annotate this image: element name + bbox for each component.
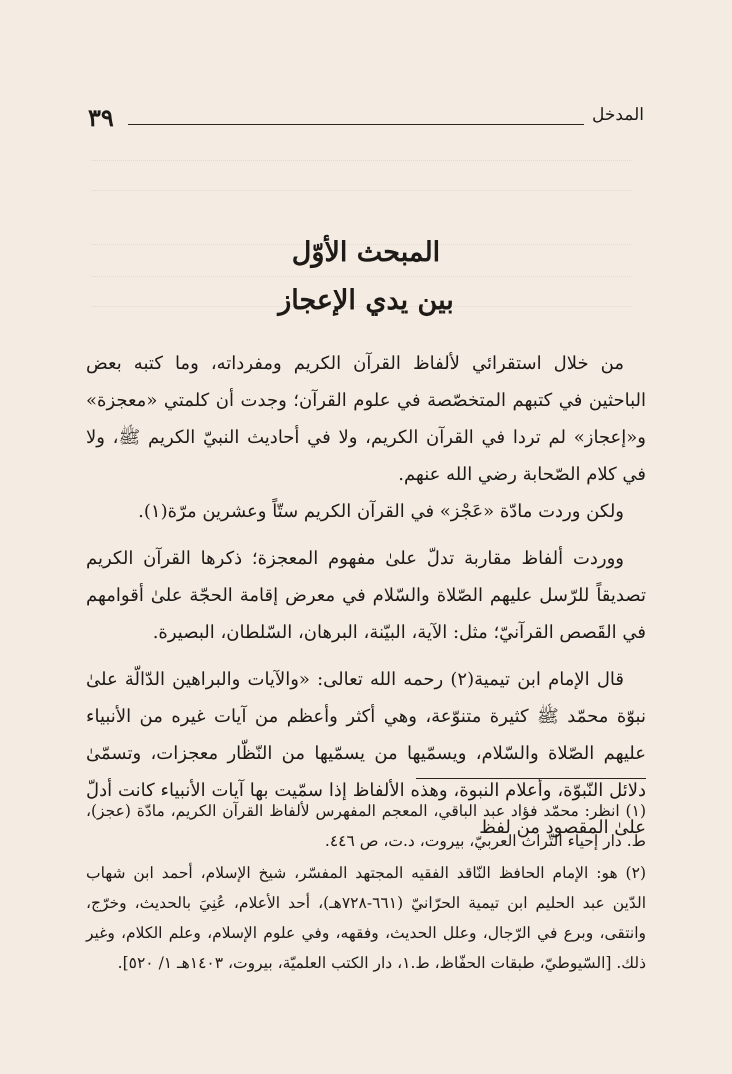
section-subtitle: بين يدي الإعجاز xyxy=(278,285,454,316)
running-title: المدخل xyxy=(591,105,644,125)
footnote: (٢) هو: الإمام الحافظ النّاقد الفقيه المجتهد المفسّر، شيخ الإسلام، أحمد ابن شهاب الدّين عبد الحليم ابن تيمية الحرّانيّ (٦٦١-٧٢٨هـ)، أحد الأعلام، عُنِيَ بالحديث، وخرّج، وانتقى، وبرع في الرّجال، وعلل الحديث، وفقهه، وفي علوم الإسلام، وعلم الكلام، وغير ذلك. [السّيوطيّ، طبقات الحفّاظ، ط.١، دار الكتب العلميّة، بيروت، ١٤٠٣هـ ١/ ٥٢٠]. xyxy=(86,864,647,972)
paragraph: من خلال استقرائي لألفاظ القرآن الكريم ومفرداته، وما كتبه بعض الباحثين في كتبهم المتخصّصة في علوم القرآن؛ وجدت أن كلمتي «معجزة» و«إعجاز» لم تردا في القرآن الكريم، ولا في أحاديث النبيّ الكريم ﷺ، ولا في كلام الصّحابة رضي الله عنهم. xyxy=(86,353,646,485)
bleed-through-line xyxy=(92,160,632,162)
paragraph: قال الإمام ابن تيمية(٢) رحمه الله تعالى: «والآيات والبراهين الدّالّة علىٰ نبوّة محمّد ﷺ كثيرة متنوّعة، وهي أكثر وأعظم من آيات غيره من الأنبياء عليهم الصّلاة والسّلام، ويسمّيها من يسمّيها من النّظّار معجزات، وتسمّىٰ دلائل النّبوّة، وأعلام النبوة، وهذه الألفاظ إذا سمّيت بها آيات الأنبياء كانت أدلّ علىٰ المقصود من لفظ xyxy=(86,669,646,838)
footnotes xyxy=(86,796,646,980)
page-header xyxy=(88,103,644,137)
section-title: المبحث الأوّل xyxy=(291,237,441,268)
page-number: ٣٩ xyxy=(88,103,114,132)
paragraph: ولكن وردت مادّة «عَجْز» في القرآن الكريم ستّاً وعشرين مرّة(١). xyxy=(138,501,624,522)
header-rule xyxy=(128,124,584,125)
footnote-separator xyxy=(416,778,646,779)
paragraph: ووردت ألفاظ مقاربة تدلّ علىٰ مفهوم المعجزة؛ ذكرها القرآن الكريم تصديقاً للرّسل عليهم الصّلاة والسّلام في معرض إقامة الحجّة علىٰ أقوامهم في القَصص القرآنيّ؛ مثل: الآية، البيّنة، البرهان، السّلطان، البصيرة. xyxy=(86,548,646,643)
footnote: (١) انظر: محمّد فؤاد عبد الباقي، المعجم المفهرس لألفاظ القرآن الكريم، مادّة (عجز)، ط. دار إحياء التّراث العربيّ، بيروت، د.ت، ص ٤٤٦. xyxy=(86,802,646,850)
body-text xyxy=(86,345,646,846)
section-heading xyxy=(88,232,644,322)
bleed-through-line xyxy=(92,190,632,192)
